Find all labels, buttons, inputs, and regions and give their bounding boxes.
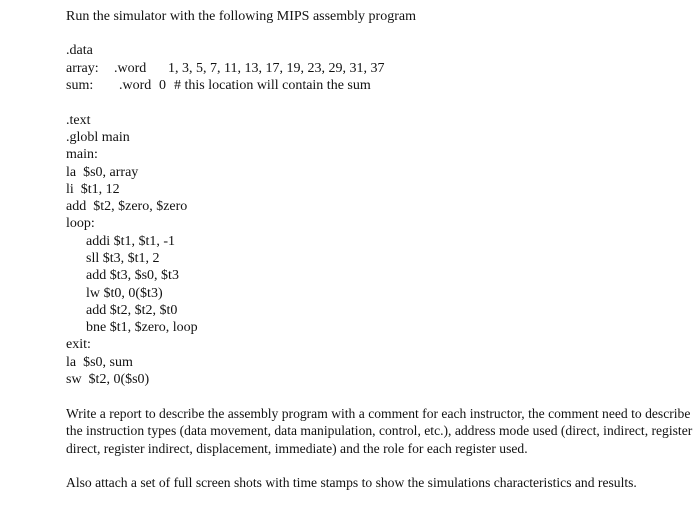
main-label: main:	[66, 147, 98, 162]
text-directive: .text	[66, 113, 91, 128]
code-line: add $t3, $s0, $t3	[86, 268, 179, 283]
array-label: array:	[66, 61, 99, 76]
data-directive: .data	[66, 43, 93, 58]
code-line: addi $t1, $t1, -1	[86, 234, 176, 249]
exit-label: exit:	[66, 337, 91, 352]
sum-word-directive: .word	[119, 78, 152, 93]
sum-label: sum:	[66, 78, 94, 93]
sum-value: 0	[159, 78, 166, 93]
code-line: add $t2, $zero, $zero	[66, 199, 188, 214]
code-line: sll $t3, $t1, 2	[86, 251, 160, 266]
code-line: li $t1, 12	[66, 182, 120, 197]
array-word-directive: .word	[114, 61, 147, 76]
loop-label: loop:	[66, 216, 95, 231]
code-line: sw $t2, 0($s0)	[66, 372, 150, 387]
code-line: la $s0, array	[66, 165, 139, 180]
code-line: add $t2, $t2, $t0	[86, 303, 178, 318]
code-line: bne $t1, $zero, loop	[86, 320, 198, 335]
intro-text: Run the simulator with the following MIPS assembly program	[66, 9, 416, 24]
code-line: lw $t0, 0($t3)	[86, 286, 163, 301]
attach-instructions: Also attach a set of full screen shots with time stamps to show the simulations characteristics and results.	[66, 475, 637, 490]
array-values: 1, 3, 5, 7, 11, 13, 17, 19, 23, 29, 31, 37	[168, 61, 385, 76]
report-instructions: Write a report to describe the assembly program with a comment for each instructor, the comment need to describe the instruction types (data movement, data manipulation, control, etc.), address mode used (direct, indirect, register direct, register indirect, displacement, immediate) and the role for each register used.	[66, 406, 693, 456]
sum-comment: # this location will contain the sum	[174, 78, 371, 93]
code-line: la $s0, sum	[66, 355, 133, 370]
globl-directive: .globl main	[66, 130, 130, 145]
